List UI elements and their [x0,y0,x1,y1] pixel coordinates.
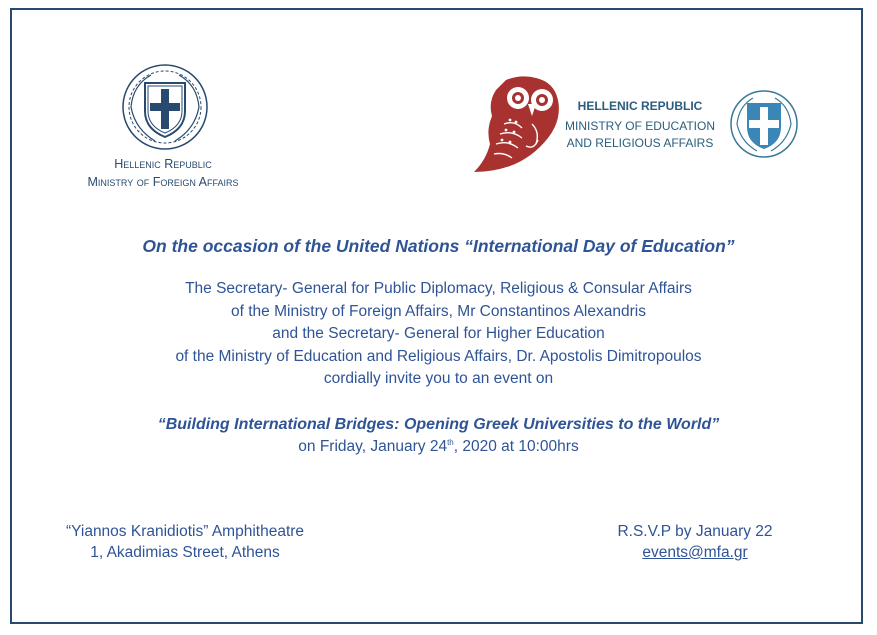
rsvp-email-link[interactable]: events@mfa.gr [642,544,748,561]
moe-ministry-label: MINISTRY OF EDUCATION [564,119,715,133]
moe-affairs-label: AND RELIGIOUS AFFAIRS [566,136,714,150]
event-date-prefix: on Friday, January 24 [298,438,448,456]
greek-emblem-icon [729,89,799,159]
rsvp-deadline: R.S.V.P by January 22 [617,523,773,540]
event-date-rest: , 2020 at 10:00hrs [453,438,579,456]
venue-block [40,521,330,563]
occasion-heading: On the occasion of the United Nations “International Day of Education” [142,236,735,256]
mfa-caption [58,155,268,191]
event-title: “Building International Bridges: Opening Greek Universities to the World” [157,416,720,433]
moe-republic-label: HELLENIC REPUBLIC [577,99,703,113]
invitation-line: of the Ministry of Foreign Affairs, Mr Constantinos Alexandris [231,302,646,320]
invitation-line: The Secretary- General for Public Diplomacy, Religious & Consular Affairs [185,280,692,297]
invitation-line: and the Secretary- General for Higher Education [272,325,605,342]
event-date [40,438,837,456]
venue-name: “Yiannos Kranidiotis” Amphitheatre [65,523,305,540]
greek-coat-of-arms-icon [121,63,209,151]
mfa-republic-label: Hellenic Republic [114,157,212,171]
owl-logo-icon [466,72,566,174]
invitation-line: of the Ministry of Education and Religious Affairs, Dr. Apostolis Dimitropoulos [175,347,702,365]
mfa-ministry-label: Ministry of Foreign Affairs [87,175,239,189]
invitation-text [40,278,837,391]
venue-address: 1, Akadimias Street, Athens [90,544,280,561]
rsvp-block [590,521,800,563]
moe-caption [556,98,724,152]
invitation-line: cordially invite you to an event on [323,370,554,387]
event-date-ordinal: th [447,438,454,447]
